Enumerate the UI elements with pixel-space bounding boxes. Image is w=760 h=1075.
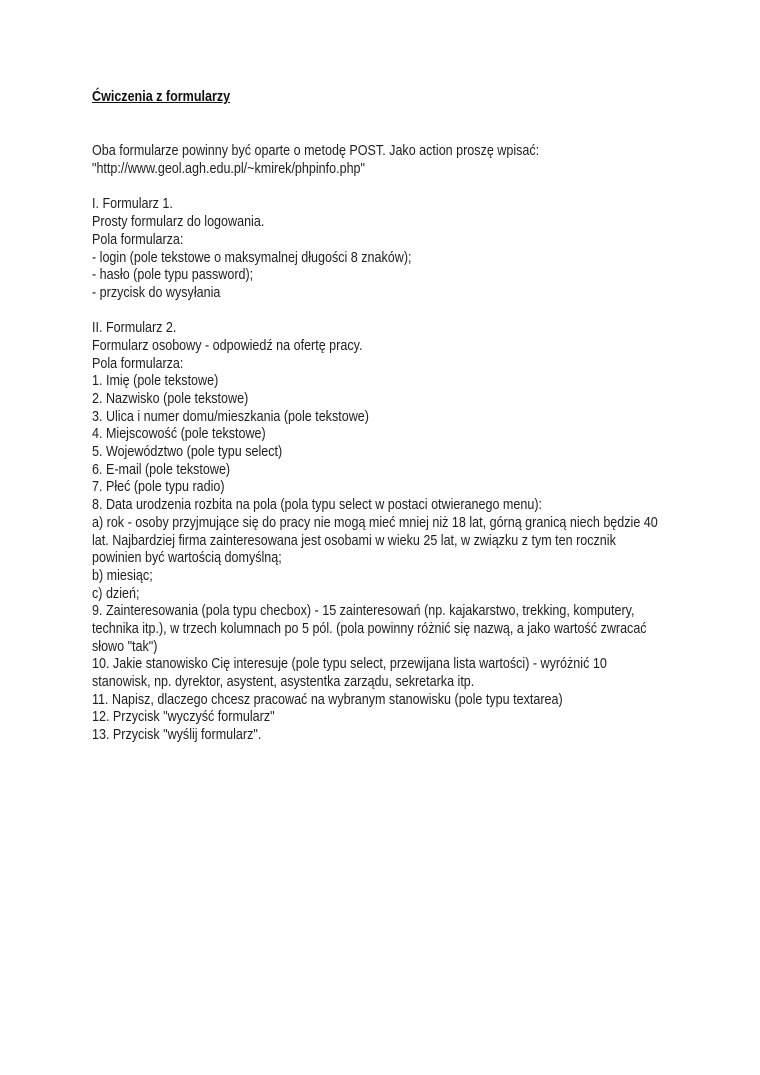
text-line: Formularz osobowy - odpowiedź na ofertę pracy. bbox=[92, 337, 363, 354]
text-line: - przycisk do wysyłania bbox=[92, 284, 221, 301]
text-line: technika itp.), w trzech kolumnach po 5 pól. (pola powinny różnić się nazwą, a jako wartość zwracać bbox=[92, 620, 647, 637]
text-line: słowo "tak") bbox=[92, 638, 158, 655]
blank-line bbox=[92, 179, 746, 197]
text-line: 4. Miejscowość (pole tekstowe) bbox=[92, 426, 266, 443]
form2-heading-line: II. Formularz 2. bbox=[92, 320, 177, 337]
text-line: 13. Przycisk "wyślij formularz". bbox=[92, 727, 262, 744]
blank-line bbox=[92, 303, 746, 321]
text-line: lat. Najbardziej firma zainteresowana jest osobami w wieku 25 lat, w związku z tym ten rocznik bbox=[92, 532, 616, 549]
text-line: 3. Ulica i numer domu/mieszkania (pole tekstowe) bbox=[92, 408, 369, 425]
text-line: powinien być wartością domyślną; bbox=[92, 550, 282, 567]
text-line: 7. Płeć (pole typu radio) bbox=[92, 479, 225, 496]
text-line: 8. Data urodzenia rozbita na pola (pola typu select w postaci otwieranego menu): bbox=[92, 497, 542, 514]
text-line: stanowisk, np. dyrektor, asystent, asystentka zarządu, sekretarka itp. bbox=[92, 674, 475, 690]
text-line: b) miesiąc; bbox=[92, 567, 153, 584]
text-line: c) dzień; bbox=[92, 585, 140, 602]
text-line: 1. Imię (pole tekstowe) bbox=[92, 373, 219, 390]
text-line: 12. Przycisk "wyczyść formularz" bbox=[92, 709, 275, 726]
text-line: 2. Nazwisko (pole tekstowe) bbox=[92, 391, 249, 407]
text-line: Pola formularza: bbox=[92, 231, 184, 248]
blank-line bbox=[92, 108, 746, 126]
text-line: - hasło (pole typu password); bbox=[92, 267, 254, 284]
document-content bbox=[92, 88, 672, 745]
text-line: Prosty formularz do logowania. bbox=[92, 214, 265, 231]
text-line: 10. Jakie stanowisko Cię interesuje (pole typu select, przewijana lista wartości) - wyróżnić 10 bbox=[92, 656, 607, 673]
text-line: 6. E-mail (pole tekstowe) bbox=[92, 461, 231, 478]
text-line: - login (pole tekstowe o maksymalnej długości 8 znaków); bbox=[92, 249, 412, 266]
text-line: 5. Województwo (pole typu select) bbox=[92, 444, 283, 461]
text-line: Pola formularza: bbox=[92, 355, 184, 372]
text-line: 11. Napisz, dlaczego chcesz pracować na wybranym stanowisku (pole typu textarea) bbox=[92, 691, 563, 708]
blank-line bbox=[92, 126, 746, 144]
document-title: Ćwiczenia z formularzy bbox=[92, 89, 231, 105]
form1-heading-line: I. Formularz 1. bbox=[92, 196, 173, 213]
action-url-line: "http://www.geol.agh.edu.pl/~kmirek/phpinfo.php" bbox=[92, 161, 365, 178]
text-line: a) rok - osoby przyjmujące się do pracy nie mogą mieć mniej niż 18 lat, górną granicą niech będzie 40 bbox=[92, 514, 658, 531]
text-line: 9. Zainteresowania (pola typu checbox) - 15 zainteresowań (np. kajakarstwo, trekking, komputery, bbox=[92, 603, 635, 620]
intro-line: Oba formularze powinny być oparte o metodę POST. Jako action proszę wpisać: bbox=[92, 143, 540, 160]
